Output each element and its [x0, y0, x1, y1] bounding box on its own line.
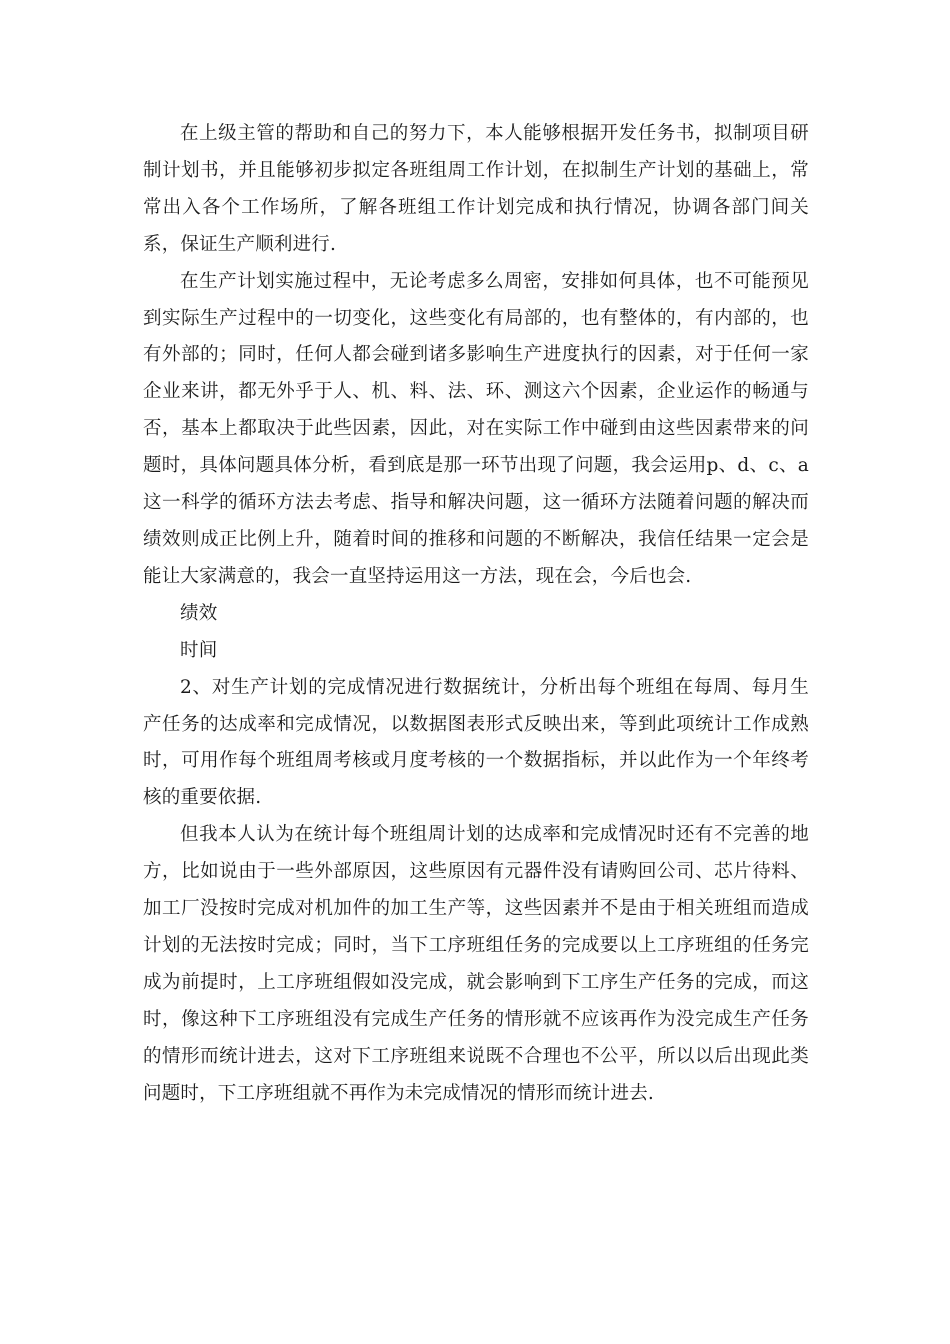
paragraph-data-statistics: 2、对生产计划的完成情况进行数据统计，分析出每个班组在每周、每月生产任务的达成率和完成情况，以数据图表形式反映出来，等到此项统计工作成熟时，可用作每个班组周考核或月度考核的一个数据指标，并以此作为一个年终考核的重要依据.	[143, 676, 809, 809]
paragraph-plan-implementation: 在生产计划实施过程中，无论考虑多么周密，安排如何具体，也不可能预见到实际生产过程中的一切变化，这些变化有局部的，也有整体的，有内部的，也有外部的；同时，任何人都会碰到诸多影响生产进度执行的因素，对于任何一家企业来讲，都无外乎于人、机、料、法、环、测这六个因素，企业运作的畅通与否，基本上都取决于此些因素，因此，对在实际工作中碰到由这些因素带来的问题时，具体问题具体分析，看到底是那一环节出现了问题，我会运用p、d、c、a这一科学的循环方法去考虑、指导和解决问题，这一循环方法随着问题的解决而绩效则成正比例上升，随着时间的推移和问题的不断解决，我信任结果一定会是能让大家满意的，我会一直坚持运用这一方法，现在会，今后也会.	[143, 270, 809, 587]
paragraph-work-planning: 在上级主管的帮助和自己的努力下，本人能够根据开发任务书，拟制项目研制计划书，并且能够初步拟定各班组周工作计划，在拟制生产计划的基础上，常常出入各个工作场所，了解各班组工作计划完成和执行情况，协调各部门间关系，保证生产顺利进行.	[143, 123, 809, 255]
label-performance: 绩效	[180, 602, 218, 624]
paragraph-improvement-notes: 但我本人认为在统计每个班组周计划的达成率和完成情况时还有不完善的地方，比如说由于一些外部原因，这些原因有元器件没有请购回公司、芯片待料、加工厂没按时完成对机加件的加工生产等，这些因素并不是由于相关班组而造成计划的无法按时完成；同时，当下工序班组任务的完成要以上工序班组的任务完成为前提时，上工序班组假如没完成，就会影响到下工序生产任务的完成，而这时，像这种下工序班组没有完成生产任务的情形就不应该再作为没完成生产任务的情形而统计进去，这对下工序班组来说既不合理也不公平，所以以后出现此类问题时，下工序班组就不再作为未完成情况的情形而统计进去.	[143, 824, 809, 1104]
document-body	[143, 116, 809, 1112]
label-time: 时间	[180, 639, 218, 661]
